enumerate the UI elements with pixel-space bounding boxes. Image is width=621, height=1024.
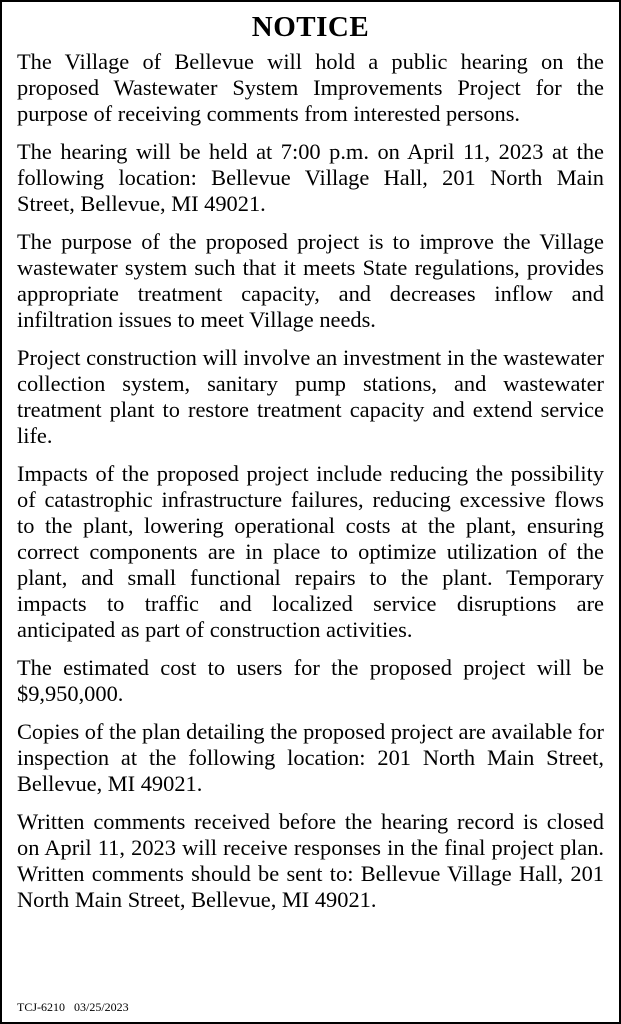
paragraph-plan-copies: Copies of the plan detailing the proposed project are available for inspection at the following location: 201 North Main Street, Bellevue, MI 49021. <box>17 719 604 796</box>
ad-code: TCJ-6210 <box>17 1000 65 1014</box>
paragraph-hearing-time-location: The hearing will be held at 7:00 p.m. on April 11, 2023 at the following location: Bellevue Village Hall, 201 North Main Street, Bellevue, MI 49021. <box>17 139 604 216</box>
publication-date: 03/25/2023 <box>74 1000 129 1014</box>
paragraph-project-purpose: The purpose of the proposed project is to improve the Village wastewater system such that it meets State regulations, provides appropriate treatment capacity, and decreases inflow and infiltration issues to meet Village needs. <box>17 229 604 332</box>
notice-footer <box>17 1000 129 1014</box>
paragraph-estimated-cost: The estimated cost to users for the proposed project will be $9,950,000. <box>17 655 604 706</box>
notice-title: NOTICE <box>251 11 370 43</box>
paragraph-hearing-announcement: The Village of Bellevue will hold a public hearing on the proposed Wastewater System Improvements Project for the purpose of receiving comments from interested persons. <box>17 49 604 126</box>
paragraph-project-construction: Project construction will involve an investment in the wastewater collection system, sanitary pump stations, and wastewater treatment plant to restore treatment capacity and extend service life. <box>17 345 604 448</box>
paragraph-project-impacts: Impacts of the proposed project include reducing the possibility of catastrophic infrastructure failures, reducing excessive flows to the plant, lowering operational costs at the plant, ensuring correct components are in place to optimize utilization of the plant, and small functional repairs to the plant. Temporary impacts to traffic and localized service disruptions are anticipated as part of construction activities. <box>17 461 604 642</box>
paragraph-written-comments: Written comments received before the hearing record is closed on April 11, 2023 will receive responses in the final project plan. Written comments should be sent to: Bellevue Village Hall, 201 North Main Street, Bellevue, MI 49021. <box>17 809 604 912</box>
